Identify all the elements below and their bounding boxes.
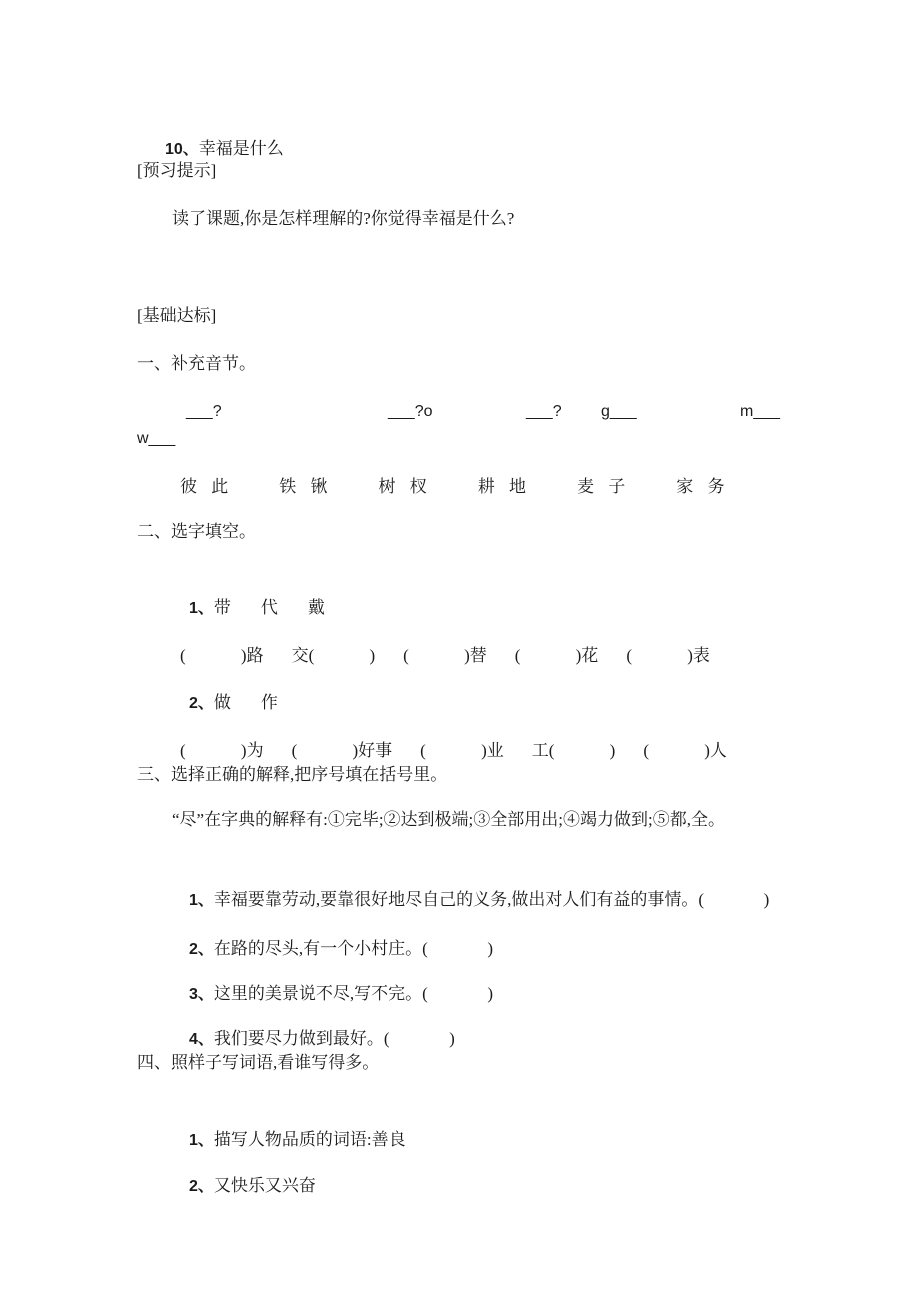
fill-blank: ( )业	[420, 741, 504, 760]
word-pair: 耕 地	[477, 477, 526, 496]
pinyin-blank-3: ___?	[526, 403, 562, 420]
word-pair: 麦 子	[577, 477, 626, 496]
choice-char: 带	[213, 598, 231, 617]
fill-blank: ( )为	[180, 741, 264, 760]
section4-item-2	[172, 1144, 316, 1195]
choice-char: 做	[213, 693, 231, 712]
fill-blank: 交( )	[291, 646, 376, 665]
fill-blank: ( )表	[626, 646, 710, 665]
word-pair: 家 务	[676, 477, 725, 496]
word-pair: 彼 此	[180, 477, 229, 496]
fill-blank: 工( )	[531, 741, 616, 760]
section2-item1-choices	[172, 566, 325, 617]
item-number: 2、	[189, 1178, 214, 1195]
preview-hint-header: [预习提示]	[137, 161, 217, 180]
section2-item2-choices	[172, 661, 278, 712]
pinyin-blank-1: ___?	[186, 403, 222, 420]
item-number: 4、	[189, 1031, 214, 1048]
item-text: 又快乐又兴奋	[213, 1176, 316, 1195]
choice-char: 戴	[307, 598, 325, 617]
worksheet-title	[148, 107, 284, 158]
section1-pinyin-row	[0, 398, 920, 426]
item-text: 描写人物品质的词语:善良	[213, 1130, 406, 1149]
section3-heading: 三、选择正确的解释,把序号填在括号里。	[137, 765, 448, 784]
fill-blank: ( )好事	[291, 741, 393, 760]
fill-blank: ( )替	[403, 646, 487, 665]
preview-hint-question: 读了课题,你是怎样理解的?你觉得幸福是什么?	[172, 209, 515, 228]
section1-words-row	[180, 473, 725, 501]
item-text: 我们要尽力做到最好。( )	[213, 1029, 455, 1048]
section2-item2-blanks	[163, 709, 727, 760]
pinyin-blank-wrap: w___	[137, 430, 176, 447]
section3-item-2	[172, 907, 493, 958]
choice-char: 作	[260, 693, 278, 712]
item-number: 1、	[189, 1132, 214, 1149]
item-text: 这里的美景说不尽,写不完。( )	[213, 984, 493, 1003]
section4-item-1	[172, 1098, 406, 1149]
title-number: 10、	[165, 141, 199, 158]
basics-header: [基础达标]	[137, 306, 217, 325]
section3-item-3	[172, 952, 493, 1003]
word-pair: 铁 锹	[279, 477, 328, 496]
fill-blank: ( )花	[514, 646, 599, 665]
fill-blank: ( )人	[643, 741, 727, 760]
section2-heading: 二、选字填空。	[137, 522, 256, 541]
pinyin-blank-2: ___?o	[388, 403, 433, 420]
section1-heading: 一、补充音节。	[137, 354, 256, 373]
item-number: 2、	[189, 941, 214, 958]
choice-char: 代	[260, 598, 278, 617]
section3-item-1	[172, 858, 770, 909]
pinyin-blank-5: m___	[740, 403, 781, 420]
section3-item-4	[172, 997, 455, 1048]
item-number: 1、	[189, 892, 214, 909]
item-text: 幸福要靠劳动,要靠很好地尽自己的义务,做出对人们有益的事情。( )	[213, 890, 770, 909]
word-pair: 树 杈	[378, 477, 427, 496]
title-text: 幸福是什么	[198, 139, 284, 158]
section2-item1-blanks	[163, 614, 710, 665]
section3-dictionary-line: “尽”在字典的解释有:①完毕;②达到极端;③全部用出;④竭力做到;⑤都,全。	[172, 810, 725, 829]
item-number: 2、	[189, 695, 214, 712]
item-text: 在路的尽头,有一个小村庄。( )	[213, 939, 493, 958]
section4-heading: 四、照样子写词语,看谁写得多。	[137, 1053, 380, 1072]
pinyin-blank-4: g___	[601, 403, 637, 420]
item-number: 3、	[189, 986, 214, 1003]
fill-blank: ( )路	[180, 646, 264, 665]
item-number: 1、	[189, 600, 214, 617]
